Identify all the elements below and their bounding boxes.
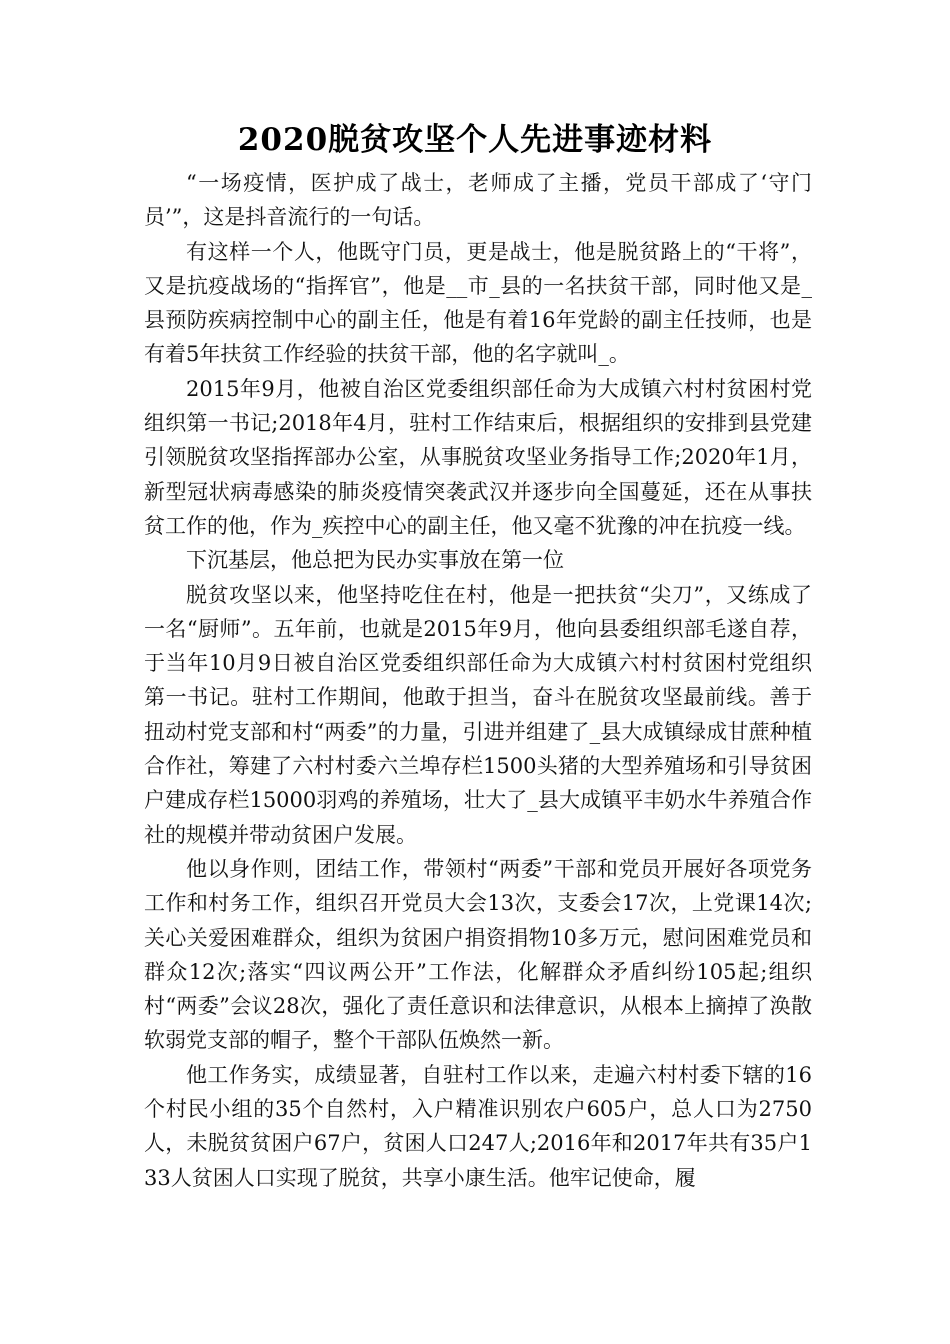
paragraph-section-heading: 下沉基层，他总把为民办实事放在第一位 <box>186 548 564 573</box>
paragraph-poverty-work: 脱贫攻坚以来，他坚持吃住在村，他是一把扶贫“尖刀”，又练成了一名“厨师”。五年前，也就是2015年9月，他向县委组织部毛遂自荐，于当年10月9日被自治区党委组织部任命为大成镇六村村贫困村党组织第一书记。驻村工作期间，他敢于担当，奋斗在脱贫攻坚最前线。善于扭动村党支部和村“两委”的力量，引进并组建了_县大成镇绿成甘蔗种植合作社，筹建了六村村委六兰埠存栏1500头猪的大型养殖场和引导贫困户建成存栏15000羽鸡的养殖场，壮大了_县大成镇平丰奶水牛养殖合作社的规模并带动贫困户发展。 <box>144 582 812 847</box>
document-body <box>144 166 812 1195</box>
document-title: 2020脱贫攻坚个人先进事迹材料 <box>237 122 713 158</box>
paragraph-party-work: 他以身作则，团结工作，带领村“两委”干部和党员开展好各项党务工作和村务工作，组织召开党员大会13次，支委会17次，上党课14次;关心关爱困难群众，组织为贫困户捐资捐物10多万元，慰问困难党员和群众12次;落实“四议两公开”工作法，化解群众矛盾纠纷105起;组织村“两委”会议28次，强化了责任意识和法律意识，从根本上摘掉了涣散软弱党支部的帽子，整个干部队伍焕然一新。 <box>144 856 812 1053</box>
paragraph-intro-quote: “一场疫情，医护成了战士，老师成了主播，党员干部成了‘守门员’”，这是抖音流行的一句话。 <box>144 171 812 230</box>
paragraph-introduction: 有这样一个人，他既守门员，更是战士，他是脱贫路上的“干将”，又是抗疫战场的“指挥官”，他是__市_县的一名扶贫干部，同时他又是_县预防疾病控制中心的副主任，他是有着16年党龄的副主任技师，也是有着5年扶贫工作经验的扶贫干部，他的名字就叫_。 <box>144 239 812 367</box>
paragraph-achievements: 他工作务实，成绩显著，自驻村工作以来，走遍六村村委下辖的16个村民小组的35个自然村，入户精准识别农户605户，总人口为2750人，未脱贫贫困户67户，贫困人口247人;2016年和2017年共有35户133人贫困人口实现了脱贫，共享小康生活。他牢记使命，履 <box>144 1062 812 1190</box>
paragraph-career-history: 2015年9月，他被自治区党委组织部任命为大成镇六村村贫困村党组织第一书记;2018年4月，驻村工作结束后，根据组织的安排到县党建引领脱贫攻坚指挥部办公室，从事脱贫攻坚业务指导工作;2020年1月，新型冠状病毒感染的肺炎疫情突袭武汉并逐步向全国蔓延，还在从事扶贫工作的他，作为_疾控中心的副主任，他又毫不犹豫的冲在抗疫一线。 <box>144 376 812 538</box>
